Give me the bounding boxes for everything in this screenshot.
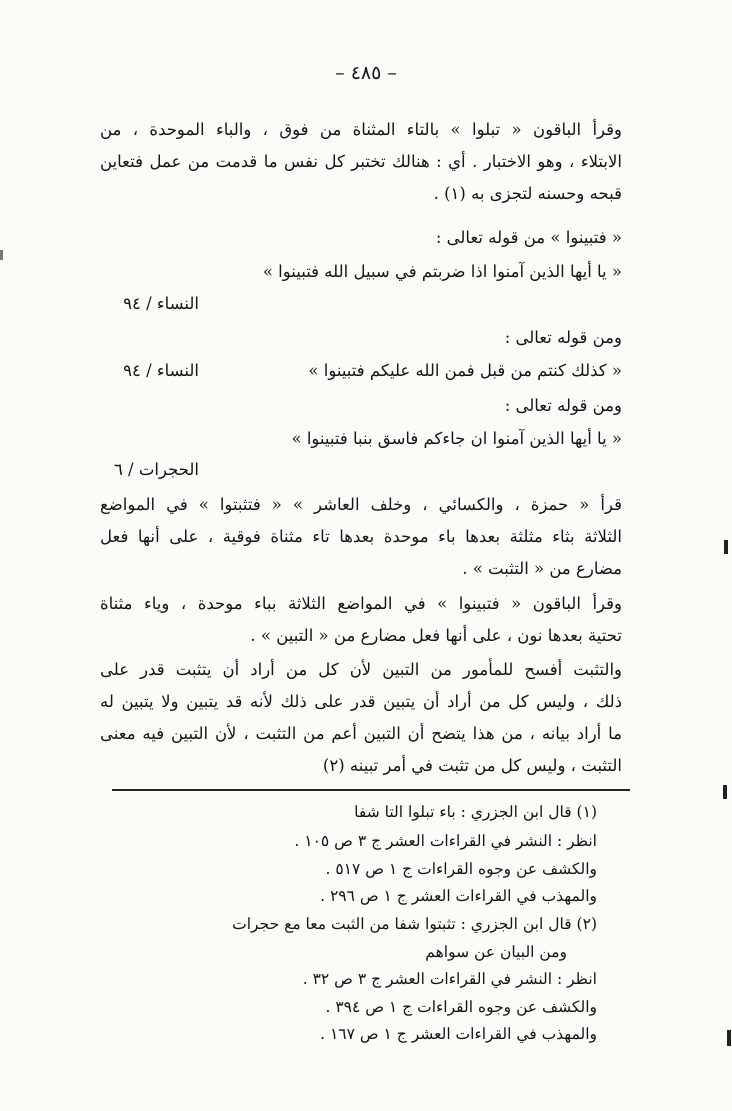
para4-line-4: التثبت ، وليس كل من تثبت في أمر تبينه (٢) xyxy=(322,756,622,775)
scan-speck xyxy=(727,1030,731,1046)
para4-line-3: ما أراد بيانه ، من هذا يتضح أن التبين أعم من التثبت ، لأن التبين فيه معنى xyxy=(100,724,622,743)
para1-line-3: قبحه وحسنه لتجزى به (١) . xyxy=(433,184,622,203)
quote1-reference: النساء / ٩٤ xyxy=(123,294,199,313)
quote2-intro: ومن قوله تعالى : xyxy=(504,328,622,347)
para2-line-2: الثلاثة بثاء مثلثة بعدها باء موحدة بعدها تاء مثناة فوقية ، على أنها فعل xyxy=(100,527,622,546)
page-number: – ٤٨٥ – xyxy=(335,62,397,84)
para3-line-2: تحتية بعدها نون ، على أنها فعل مضارع من « التبين » . xyxy=(250,626,622,645)
quote3-reference: الحجرات / ٦ xyxy=(113,460,199,479)
footnote-separator xyxy=(112,789,630,791)
footnote-line-6: ومن البيان عن سواهم xyxy=(425,943,567,961)
para4-line-1: والتثبت أفسح للمأمور من التبين لأن كل من أراد أن يتثبت قدر على xyxy=(100,660,622,679)
footnote-line-2: انظر : النشر في القراءات العشر ج ٣ ص ١٠٥ . xyxy=(294,832,597,850)
scan-speck xyxy=(0,250,3,260)
para3-line-1: وقرأ الباقون « فتبينوا » في المواضع الثلاثة بباء موحدة ، وياء مثناة xyxy=(100,594,622,613)
quote1-intro: « فتبينوا » من قوله تعالى : xyxy=(435,228,622,247)
para2-line-3: مضارع من « التثبت » . xyxy=(462,559,622,578)
quote3-intro: ومن قوله تعالى : xyxy=(504,396,622,415)
footnote-line-5: (٢) قال ابن الجزري : تثبتوا شفا من الثبت معا مع حجرات xyxy=(232,915,597,933)
footnote-line-7: انظر : النشر في القراءات العشر ج ٣ ص ٣٢ . xyxy=(302,970,597,988)
scan-speck xyxy=(724,540,728,554)
footnote-line-1: (١) قال ابن الجزري : باء تبلوا التا شفا xyxy=(354,803,597,821)
para1-line-2: الابتلاء ، وهو الاختبار . أي : هنالك تختبر كل نفس ما قدمت من عمل فتعاين xyxy=(100,152,622,171)
footnote-line-9: والمهذب في القراءات العشر ج ١ ص ١٦٧ . xyxy=(320,1025,597,1043)
quote3-verse: « يا أيها الذين آمنوا ان جاءكم فاسق بنبا فتبينوا » xyxy=(291,429,622,448)
para2-line-1: قرأ « حمزة ، والكسائي ، وخلف العاشر » « فتثبتوا » في المواضع xyxy=(100,495,622,514)
quote2-reference: النساء / ٩٤ xyxy=(123,361,199,380)
scan-speck xyxy=(723,785,727,799)
quote1-verse: « يا أيها الذين آمنوا اذا ضربتم في سبيل الله فتبينوا » xyxy=(262,262,622,281)
quote2-verse: « كذلك كنتم من قبل فمن الله عليكم فتبينوا » xyxy=(308,361,622,380)
footnote-line-3: والكشف عن وجوه القراءات ج ١ ص ٥١٧ . xyxy=(325,860,597,878)
para1-line-1: وقرأ الباقون « تبلوا » بالتاء المثناة من فوق ، والباء الموحدة ، من xyxy=(100,120,622,139)
footnote-line-8: والكشف عن وجوه القراءات ج ١ ص ٣٩٤ . xyxy=(325,998,597,1016)
para4-line-2: ذلك ، وليس كل من أراد أن يتبين قدر على ذلك لأنه قد يتبين ولا يتبين له xyxy=(100,692,622,711)
footnote-line-4: والمهذب في القراءات العشر ج ١ ص ٢٩٦ . xyxy=(320,887,597,905)
